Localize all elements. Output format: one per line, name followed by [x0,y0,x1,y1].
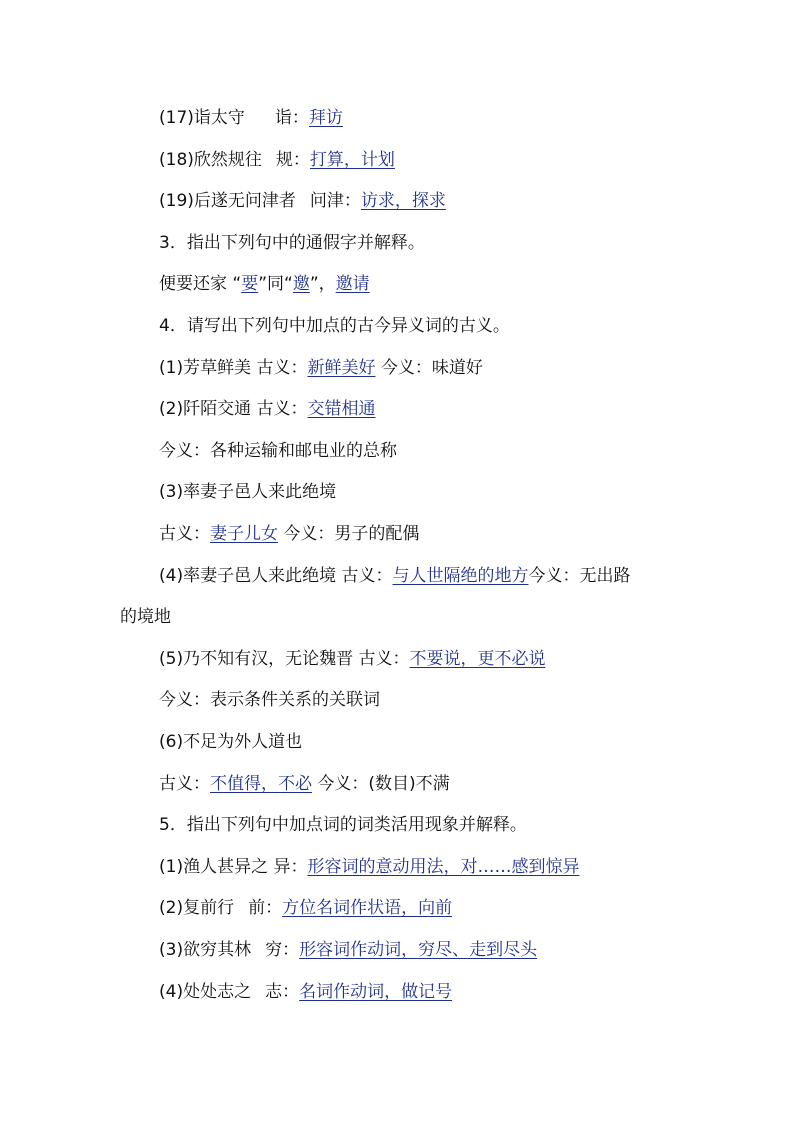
text-line [159,314,510,338]
text-line [159,148,395,172]
answer-text: 形容词的意动用法，对……感到惊异 [307,857,580,877]
text-line [159,772,450,796]
answer-text: 要 [241,274,259,294]
answer-text: 拜访 [308,108,343,128]
text-line [159,106,343,130]
question-text: 规： [275,150,310,170]
question-text: 5．指出下列句中加点词的词类活用现象并解释。 [159,815,527,835]
question-text: ”同“ [258,274,293,294]
question-text: 志： [265,982,300,1002]
text-line [159,397,375,421]
question-text: (2)阡陌交通 古义： [159,399,308,419]
question-text: 穷： [265,940,300,960]
text-line [159,564,630,588]
question-text: 的境地 [120,607,171,627]
question-text: 今义：味道好 [375,358,483,378]
question-text: 4．请写出下列句中加点的古今异义词的古义。 [159,316,510,336]
answer-text: 打算，计划 [309,150,395,170]
text-line [159,855,579,879]
question-text: 3．指出下列句中的通假字并解释。 [159,233,425,253]
question-text: (3)欲穷其林 [159,940,252,960]
question-text: 前： [248,898,283,918]
question-text: 便要还家 “ [159,274,242,294]
question-text: (1)芳草鲜美 古义： [159,358,308,378]
question-text: (19)后遂无问津者 [159,191,296,211]
text-line [159,522,419,546]
text-line [159,730,302,754]
answer-text: 邀 [292,274,310,294]
question-text: 古义： [159,774,210,794]
answer-text: 名词作动词，做记号 [299,982,453,1002]
question-text: 诣： [274,108,309,128]
text-line [159,356,483,380]
text-line [159,688,380,712]
text-line [120,605,171,629]
question-text: (3)率妻子邑人来此绝境 [159,482,337,502]
question-text: 问津： [309,191,361,211]
text-line [159,480,336,504]
question-text: 古义： [159,524,210,544]
answer-text: 不要说，更不必说 [409,649,546,669]
text-line [159,231,425,255]
text-line [159,272,370,296]
question-text: (6)不足为外人道也 [159,732,303,752]
question-text: (1)渔人甚异之 异： [159,857,308,877]
answer-text: 形容词作动词，穷尽、走到尽头 [299,940,538,960]
answer-text: 与人世隔绝的地方 [392,566,529,586]
question-text: 今义：(数目)不满 [312,774,450,794]
question-text: 今义：无出路 [528,566,631,586]
answer-text: 不值得，不必 [210,774,312,794]
question-text: (2)复前行 [159,898,235,918]
question-text: (4)处处志之 [159,982,252,1002]
question-text: (18)欣然规往 [159,150,262,170]
text-line [159,938,537,962]
question-text: ”， [309,274,336,294]
answer-text: 方位名词作状语，向前 [282,898,453,918]
question-text: 今义：各种运输和邮电业的总称 [159,441,397,461]
answer-text: 访求，探求 [360,191,446,211]
text-line [159,647,545,671]
answer-text: 交错相通 [307,399,376,419]
text-line [159,189,446,213]
question-text: (17)诣太守 [159,108,245,128]
answer-text: 新鲜美好 [307,358,376,378]
answer-text: 邀请 [335,274,370,294]
question-text: (4)率妻子邑人来此绝境 古义： [159,566,393,586]
answer-text: 妻子儿女 [210,524,278,544]
text-line [159,439,397,463]
text-line [159,980,452,1004]
question-text: 今义：表示条件关系的关联词 [159,690,380,710]
text-line [159,896,452,920]
text-line [159,813,527,837]
question-text: 今义：男子的配偶 [278,524,420,544]
question-text: (5)乃不知有汉，无论魏晋 古义： [159,649,410,669]
